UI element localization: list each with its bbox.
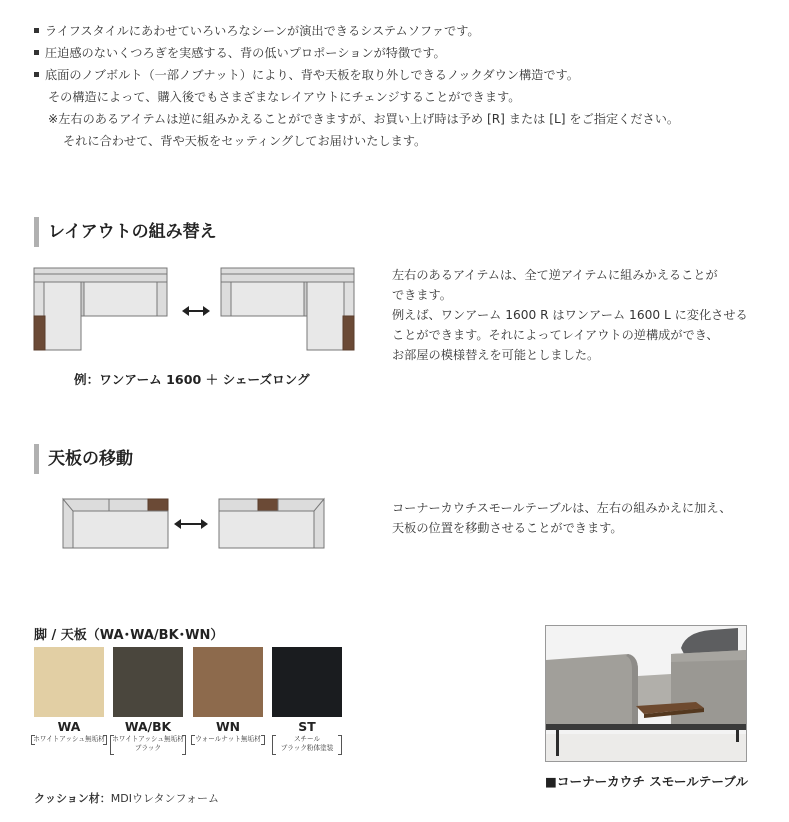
swatch-code-st: ST: [298, 719, 316, 734]
top-section-heading: [34, 448, 133, 470]
bullet-square-icon: [34, 72, 39, 77]
top-board-description: コーナーカウチスモールテーブルは、左右の組みかえに加え、 天板の位置を移動させることができます。: [392, 501, 732, 535]
swatch-desc-wa-bk: ホワイトアッシュ無垢材 ブラック: [110, 735, 186, 755]
top-section-title: 天板の移動: [48, 449, 133, 469]
swatch-desc-wn: ウォールナット無垢材: [191, 735, 265, 745]
cushion-value: MDIウレタンフォーム: [110, 792, 219, 805]
bullet-square-icon: [34, 50, 39, 55]
cushion-info: [34, 790, 219, 806]
bullet-square-icon: [34, 28, 39, 33]
swatch-wa: [34, 647, 104, 717]
intro-note: ※左右のあるアイテムは逆に組みかえることができますが、お買い上げ時は予め [R] または [L] をご指定ください。: [48, 112, 680, 126]
intro-line-4: その構造によって、購入後でもさまざまなレイアウトにチェンジすることができます。: [48, 90, 521, 104]
layout-description: 左右のあるアイテムは、全て逆アイテムに組みかえることが できます。 例えば、ワンアーム 1600 R はワンアーム 1600 L に変化させる ことができます。それによってレイアウトの逆構成ができ、 お部屋の模様替えを可能としました。: [392, 268, 748, 362]
layout-section-title: レイアウトの組み替え: [48, 222, 217, 242]
cushion-label: クッション材：: [34, 792, 111, 805]
swatch-wa-bk: [113, 647, 183, 717]
layout-diagram: [33, 266, 358, 354]
couch-diagram-left: [63, 499, 168, 548]
sofa-diagram-left: [34, 268, 167, 350]
photo-caption: ■コーナーカウチ スモールテーブル: [545, 774, 749, 789]
swap-arrow-icon: [174, 519, 208, 529]
swatch-wn: [193, 647, 263, 717]
top-board-diagram: [60, 496, 330, 552]
couch-diagram-right: [219, 499, 324, 548]
heading-bar: [34, 444, 39, 474]
swatch-code-wn: WN: [215, 719, 241, 734]
sofa-diagram-right: [221, 268, 354, 350]
intro-bullet-1: ライフスタイルにあわせていろいろなシーンが演出できるシステムソファです。: [34, 20, 779, 42]
intro-note-cont: それに合わせて、背や天板をセッティングしてお届けいたします。: [63, 134, 427, 148]
intro-text: [34, 20, 779, 152]
swap-arrow-icon: [182, 306, 210, 316]
finishes-title: 脚 / 天板（WA･WA/BK･WN）: [34, 628, 224, 643]
swatch-code-wa: WA: [57, 719, 81, 734]
heading-bar: [34, 217, 39, 247]
intro-bullet-3: 底面のノブボルト（一部ノブナット）により、背や天板を取り外しできるノックダウン構造です。: [34, 64, 779, 86]
swatch-desc-wa: ホワイトアッシュ無垢材: [31, 735, 107, 745]
swatch-desc-st: スチール ブラック粉体塗装: [272, 735, 342, 755]
swatch-st: [272, 647, 342, 717]
intro-bullet-2: 圧迫感のないくつろぎを実感する、背の低いプロポーションが特徴です。: [34, 42, 779, 64]
swatch-code-wa-bk: WA/BK: [124, 719, 172, 734]
product-photo: [545, 625, 747, 762]
layout-section-heading: [34, 221, 217, 243]
layout-caption: 例：ワンアーム 1600 ＋ シェーズロング: [74, 372, 310, 387]
